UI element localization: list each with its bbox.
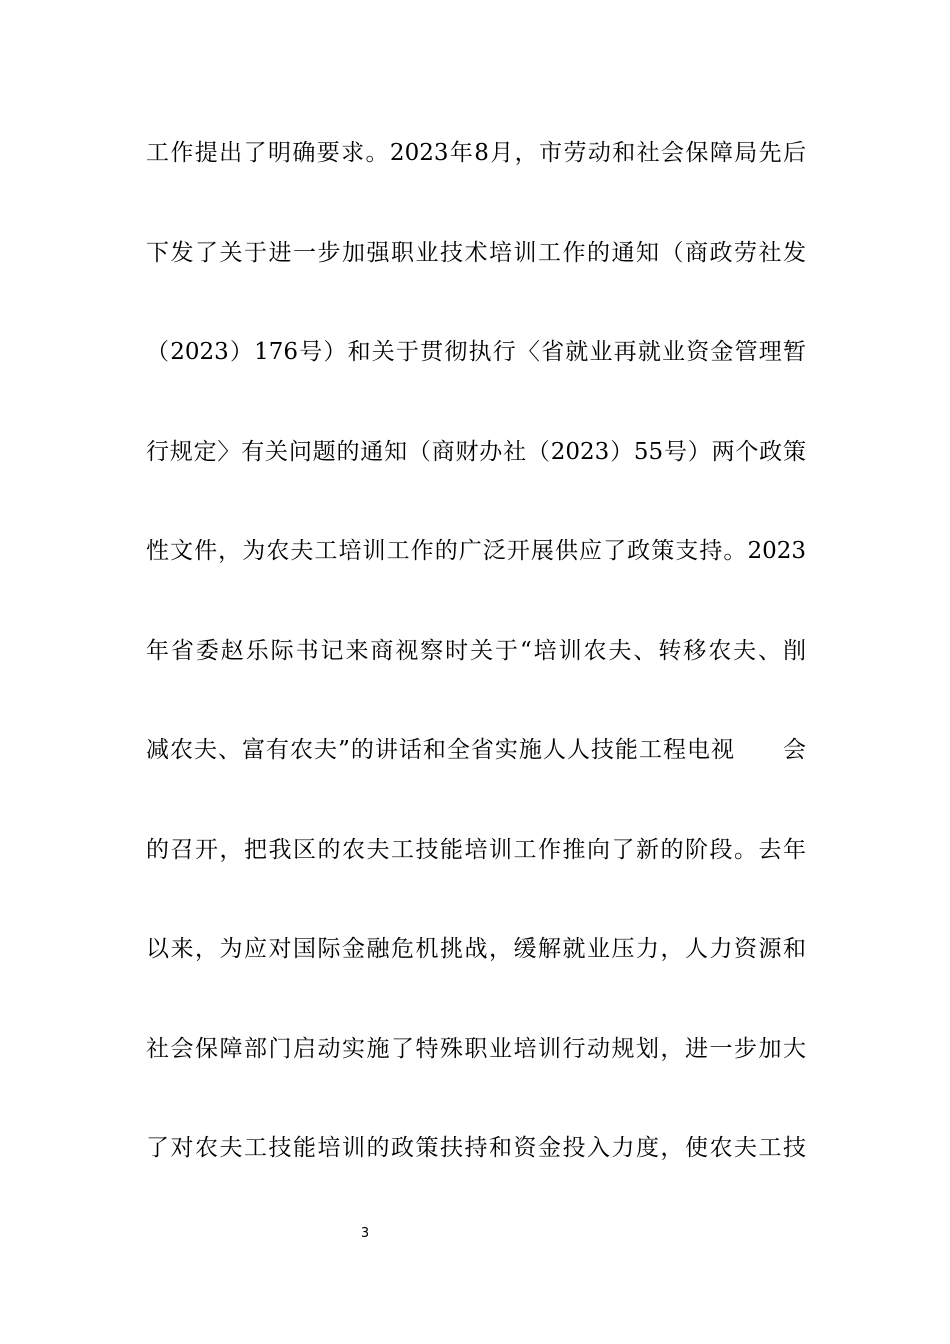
page-number: 3 xyxy=(360,1226,370,1241)
text-line: 以来，为应对国际金融危机挑战，缓解就业压力，人力资源和 xyxy=(146,936,806,962)
text-line: 性文件，为农夫工培训工作的广泛开展供应了政策支持。2023 xyxy=(146,538,806,564)
text-line: 工作提出了明确要求。2023年8月，市劳动和社会保障局先后 xyxy=(146,140,806,166)
text-line: 年省委赵乐际书记来商视察时关于“培训农夫、转移农夫、削 xyxy=(146,637,806,664)
body-text xyxy=(146,128,806,1223)
text-line: 的召开，把我区的农夫工技能培训工作推向了新的阶段。去年 xyxy=(146,836,806,863)
text-line: （2023）176号）和关于贯彻执行〈省就业再就业资金管理暂 xyxy=(146,339,806,365)
text-line: 下发了关于进一步加强职业技术培训工作的通知（商政劳社发 xyxy=(146,239,806,266)
text-line: 社会保障部门启动实施了特殊职业培训行动规划，进一步加大 xyxy=(146,1035,806,1062)
text-line: 了对农夫工技能培训的政策扶持和资金投入力度，使农夫工技 xyxy=(146,1135,806,1161)
text-line: 行规定〉有关问题的通知（商财办社（2023）55号）两个政策 xyxy=(146,438,806,465)
text-line: 减农夫、富有农夫”的讲话和全省实施人人技能工程电视 会 xyxy=(146,737,806,763)
